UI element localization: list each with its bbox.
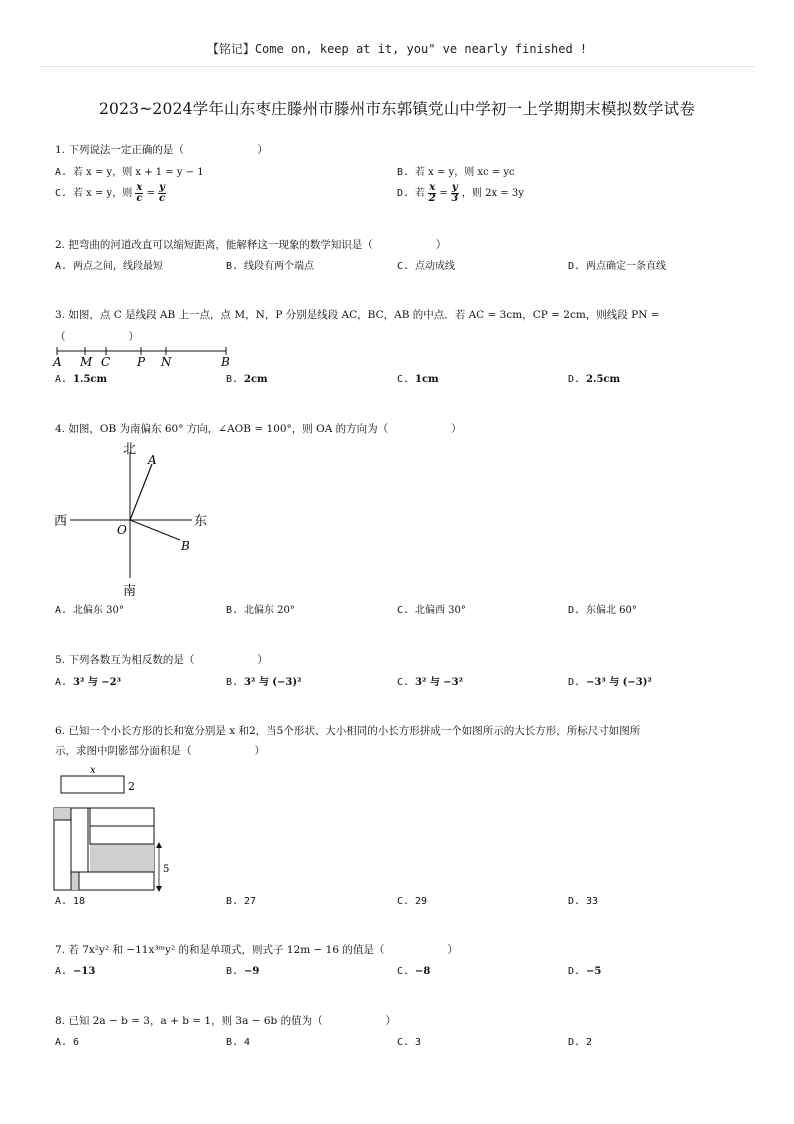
origin-label: O [117, 523, 127, 537]
fraction-x-over-2: $\frac{x}{2}$ [428, 182, 436, 204]
question-2-option-c: C. 点动成线 [397, 261, 455, 272]
page-title: 2023~2024学年山东枣庄滕州市滕州市东郭镇党山中学初一上学期期末模拟数学试卷 [98, 100, 696, 118]
shaded-region-center [90, 844, 154, 872]
question-1-stem: 1. 下列说法一定正确的是（ ） [55, 144, 268, 156]
north-label: 北 [123, 442, 137, 457]
question-2-stem: 2. 把弯曲的河道改直可以缩短距离，能解释这一现象的数学知识是（ ） [55, 239, 447, 251]
question-8-option-a: A. 6 [55, 1037, 80, 1048]
question-2-option-d: D. 两点确定一条直线 [568, 261, 666, 272]
question-2-option-a: A. 两点之间，线段最短 [55, 261, 163, 272]
question-3-option-a: A. 1.5cm [55, 374, 108, 385]
header-divider [40, 66, 754, 67]
question-8-option-d: D. 2 [568, 1037, 593, 1048]
point-label-a: A [53, 355, 62, 369]
point-label-p: P [137, 355, 146, 369]
fraction-y-over-c: $\frac{y}{c}$ [159, 182, 166, 204]
question-5-option-b: B. 3² 与 (−3)² [226, 677, 302, 688]
compass-figure [50, 440, 220, 600]
shaded-region-bottom-left [71, 872, 79, 890]
point-label-n: N [161, 355, 172, 369]
question-1-option-a: A. 若 x = y，则 x + 1 = y − 1 [55, 167, 204, 178]
length-x-label: x [90, 765, 96, 776]
question-2-option-b: B. 线段有两个端点 [226, 261, 314, 272]
question-7-stem: 7. 若 7x²y² 和 −11x³ᵐy² 的和是单项式，则式子 12m − 16 的值是（ ） [55, 944, 458, 956]
question-5-option-a: A. 3² 与 −2³ [55, 677, 122, 688]
question-8-option-c: C. 3 [397, 1037, 422, 1048]
question-7-option-b: B. −9 [226, 966, 260, 977]
motto-line: 【铭记】Come on, keep at it, you" ve nearly finished ! [206, 42, 588, 56]
ray-ob [130, 520, 180, 540]
fraction-x-over-c: $\frac{x}{c}$ [136, 182, 143, 204]
segment-figure [52, 343, 242, 369]
question-3-option-d: D. 2.5cm [568, 374, 621, 385]
question-6-option-c: C. 29 [397, 896, 428, 907]
question-5-stem: 5. 下列各数互为相反数的是（ ） [55, 654, 268, 666]
shaded-region-top-left [54, 808, 71, 820]
question-4-option-a: A. 北偏东 30° [55, 605, 124, 616]
question-3-stem-continued: （ ） [55, 331, 139, 343]
east-label: 东 [194, 514, 208, 529]
west-label: 西 [54, 514, 68, 529]
question-4-option-c: C. 北偏西 30° [397, 605, 466, 616]
question-5-option-c: C. 3² 与 −3² [397, 677, 464, 688]
question-7-option-c: C. −8 [397, 966, 431, 977]
small-rectangle [61, 776, 124, 793]
question-1-option-c: C. 若 x = y，则 $\frac{x}{c}$ = $\frac{y}{c}$ [55, 182, 166, 204]
ray-oa [130, 464, 152, 520]
question-4-option-d: D. 东偏北 60° [568, 605, 637, 616]
question-7-option-d: D. −5 [568, 966, 602, 977]
question-3-stem: 3. 如图，点 C 是线段 AB 上一点，点 M，N，P 分别是线段 AC，BC，AB 的中点．若 AC = 3cm，CP = 2cm，则线段 PN = [55, 309, 660, 321]
width-2-label: 2 [128, 780, 135, 793]
fraction-y-over-3: $\frac{y}{3}$ [451, 182, 459, 204]
south-label: 南 [123, 584, 137, 599]
question-6-option-a: A. 18 [55, 896, 86, 907]
question-3-option-b: B. 2cm [226, 374, 268, 385]
rectangle-tiling-figure [50, 762, 180, 894]
question-6-option-d: D. 33 [568, 896, 599, 907]
question-7-option-a: A. −13 [55, 966, 96, 977]
point-label-b: B [221, 355, 230, 369]
point-label-b: B [181, 539, 190, 553]
question-4-stem: 4. 如图，OB 为南偏东 60° 方向，∠AOB = 100°，则 OA 的方向为（ ） [55, 423, 462, 435]
height-5-label: 5 [163, 864, 170, 875]
point-label-c: C [101, 355, 111, 369]
question-6-stem: 6. 已知一个小长方形的长和宽分别是 x 和2，当5个形状、大小相同的小长方形拼成一个如图所示的大长方形，所标尺寸如图所 [55, 725, 641, 737]
question-3-option-c: C. 1cm [397, 374, 439, 385]
question-8-option-b: B. 4 [226, 1037, 251, 1048]
question-1-option-d: D. 若 $\frac{x}{2}$ = $\frac{y}{3}$ ，则 2x = 3y [397, 182, 524, 204]
question-1-option-b: B. 若 x = y，则 xc = yc [397, 167, 515, 178]
question-4-option-b: B. 北偏东 20° [226, 605, 295, 616]
point-label-m: M [80, 355, 93, 369]
question-8-stem: 8. 已知 2a − b = 3，a + b = 1，则 3a − 6b 的值为（ ） [55, 1015, 397, 1027]
question-6-option-b: B. 27 [226, 896, 257, 907]
question-6-stem-continued: 示，求图中阴影部分面积是（ ） [55, 745, 265, 757]
point-label-a: A [148, 453, 157, 467]
question-5-option-d: D. −3³ 与 (−3)² [568, 677, 652, 688]
